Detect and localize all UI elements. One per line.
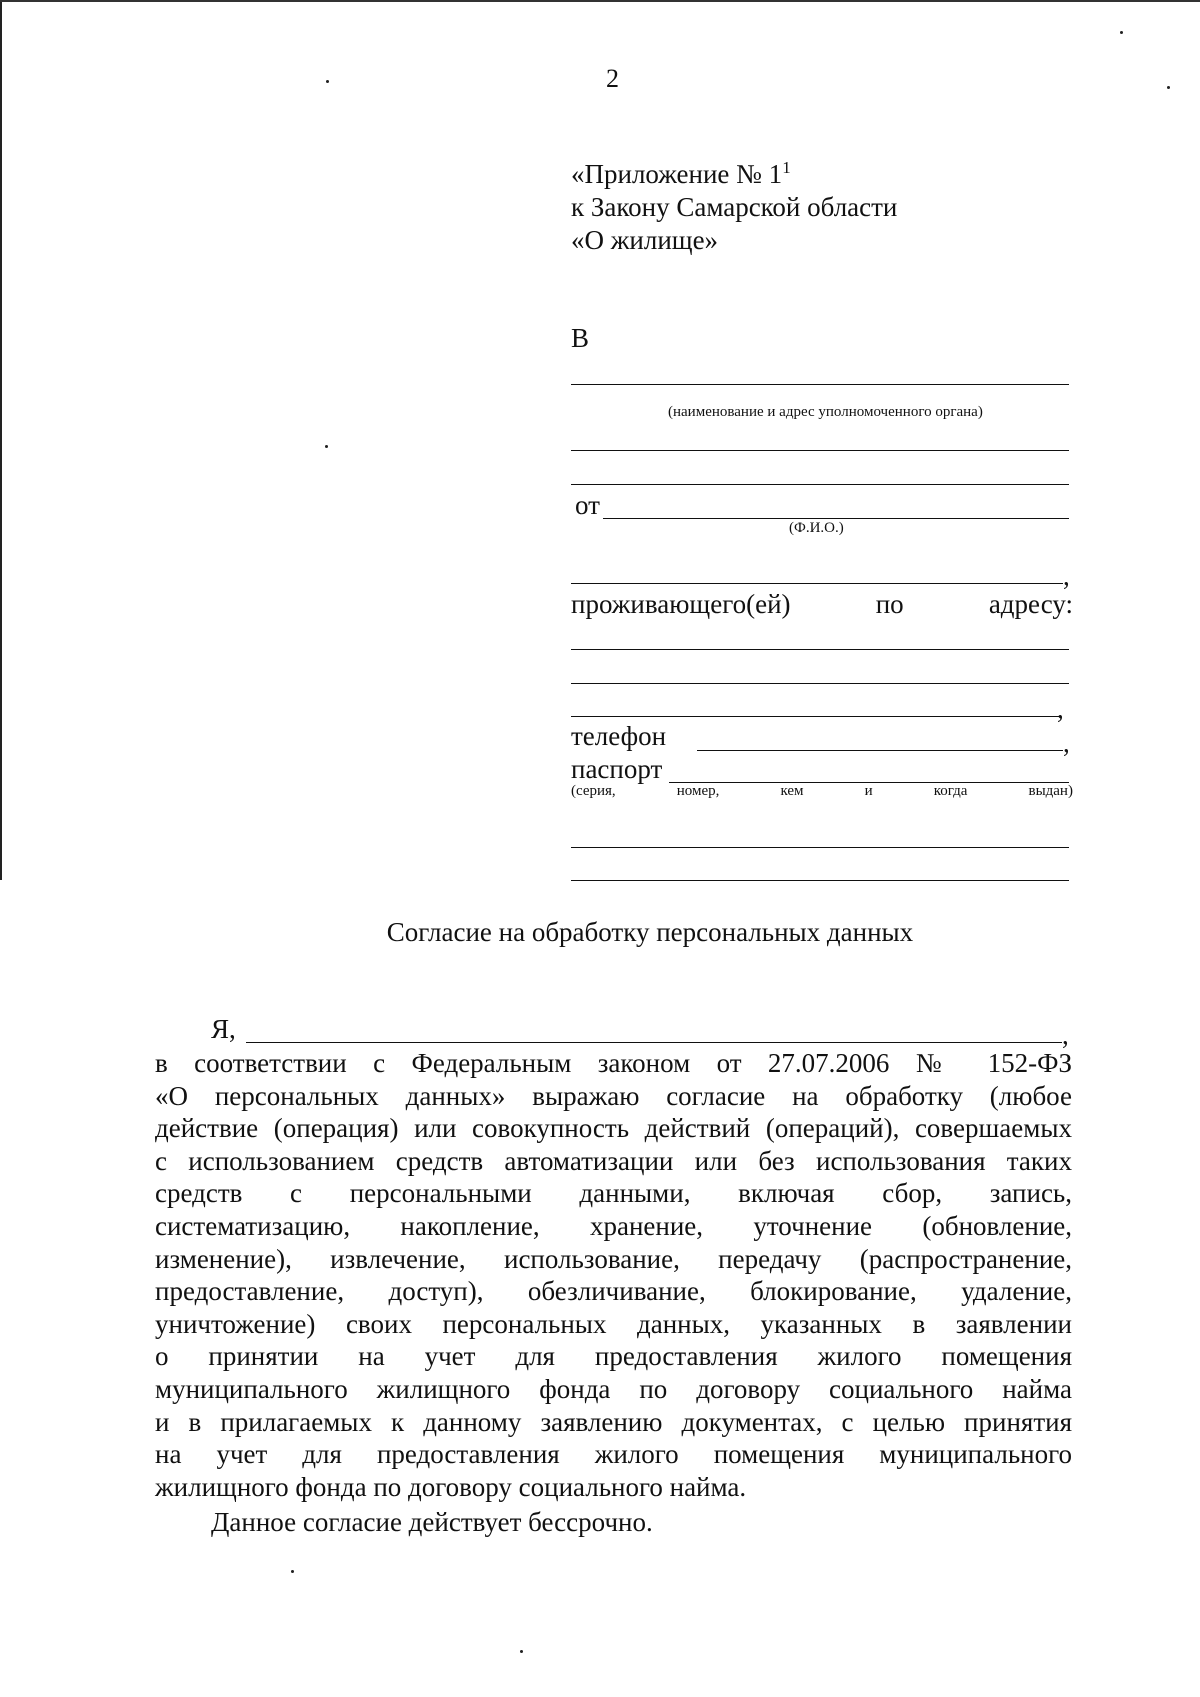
appendix-law-name: «О жилище»: [571, 225, 719, 255]
passport-caption-word: когда: [933, 783, 968, 799]
passport-caption-word: и: [864, 783, 873, 799]
consent-line: систематизацию, накопление, хранение, уточнение (обновление,: [155, 1210, 1072, 1241]
phone-line: [697, 750, 1063, 751]
address-line-3: [571, 716, 1059, 717]
passport-label: паспорт: [571, 754, 663, 784]
address-comma: ,: [1057, 694, 1064, 724]
phone-comma: ,: [1063, 728, 1070, 758]
authority-caption: (наименование и адрес уполномоченного органа): [668, 404, 983, 420]
consent-line-last: жилищного фонда по договору социального найма.: [155, 1471, 747, 1502]
scan-speck: [291, 1570, 294, 1573]
residing-word: адресу:: [988, 589, 1073, 619]
authority-line-3: [571, 484, 1069, 485]
consent-line: уничтожение) своих персональных данных, указанных в заявлении: [155, 1308, 1072, 1339]
consent-line: изменение), извлечение, использование, передачу (распространение,: [155, 1243, 1072, 1274]
appendix-title: [571, 158, 791, 190]
fio-caption: (Ф.И.О.): [789, 520, 844, 536]
residing-word: проживающего(ей): [571, 589, 791, 619]
consent-line: предоставление, доступ), обезличивание, блокирование, удаление,: [155, 1276, 1072, 1307]
passport-caption-word: номер,: [676, 783, 720, 799]
residing-row: [571, 588, 1073, 620]
appendix-law: к Закону Самарской области: [571, 192, 898, 222]
scan-edge-top: [0, 0, 1200, 2]
passport-caption-word: выдан): [1028, 783, 1073, 799]
consent-name-line: [246, 1042, 1062, 1043]
consent-line: на учет для предоставления жилого помещения муниципального: [155, 1439, 1072, 1470]
passport-line-2: [571, 847, 1069, 848]
address-line-1: [571, 649, 1069, 650]
consent-line: «О персональных данных» выражаю согласие на обработку (любое: [155, 1080, 1072, 1111]
authority-line-2: [571, 450, 1069, 451]
fio-line-2: [571, 583, 1063, 584]
scan-speck: [325, 445, 328, 448]
scan-speck: [520, 1650, 523, 1653]
consent-line: о принятии на учет для предоставления жилого помещения: [155, 1341, 1072, 1372]
address-line-2: [571, 683, 1069, 684]
appendix-title-text: «Приложение № 1: [571, 159, 783, 189]
consent-line: с использованием средств автоматизации или без использования таких: [155, 1145, 1072, 1176]
consent-line: действие (операция) или совокупность действий (операций), совершаемых: [155, 1113, 1072, 1144]
passport-line-3: [571, 880, 1069, 881]
consent-line: в соответствии с Федеральным законом от 27.07.2006 № 152-ФЗ: [155, 1048, 1072, 1078]
scan-speck: [1120, 31, 1123, 34]
passport-caption: [571, 782, 1073, 800]
page-number: 2: [606, 64, 619, 93]
consent-comma: ,: [1062, 1020, 1069, 1050]
residing-word: по: [875, 589, 904, 619]
consent-closing: Данное согласие действует бессрочно.: [211, 1507, 653, 1537]
to-prefix: В: [571, 323, 590, 353]
passport-caption-word: (серия,: [571, 783, 616, 799]
scan-speck: [1167, 86, 1170, 89]
authority-line: [571, 384, 1069, 385]
passport-caption-word: кем: [780, 783, 804, 799]
consent-body: [155, 1047, 1072, 1503]
scan-edge-left: [0, 0, 2, 880]
scan-speck: [326, 80, 329, 83]
consent-line: муниципального жилищного фонда по договору социального найма: [155, 1373, 1072, 1404]
consent-line: и в прилагаемых к данному заявлению документах, с целью принятия: [155, 1406, 1072, 1437]
document-title: Согласие на обработку персональных данных: [386, 917, 914, 947]
appendix-superscript: 1: [782, 158, 791, 177]
from-prefix: от: [575, 490, 600, 520]
phone-label: телефон: [571, 721, 667, 751]
consent-line: средств с персональными данными, включая сбор, запись,: [155, 1178, 1072, 1209]
fio-comma: ,: [1063, 561, 1070, 591]
consent-ya: Я,: [211, 1014, 236, 1044]
